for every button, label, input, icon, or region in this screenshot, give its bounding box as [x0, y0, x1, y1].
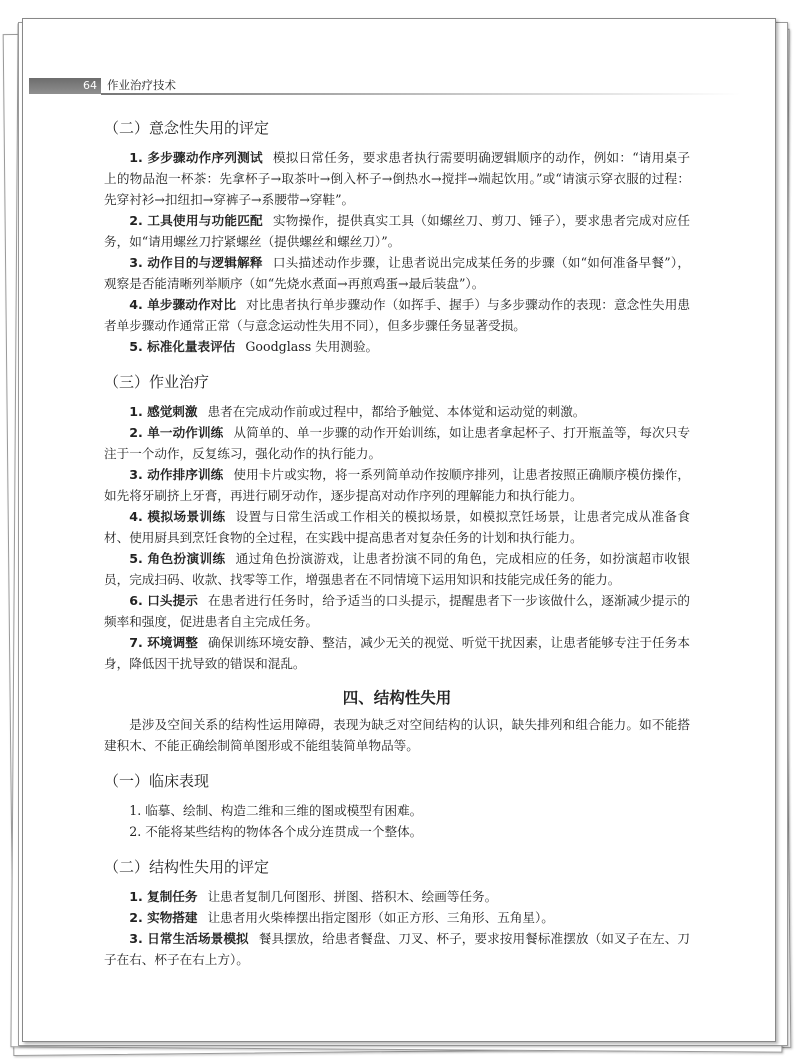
- item-text: 实物操作，提供真实工具（如螺丝刀、剪刀、锤子），要求患者完成对应任务，如“请用螺丝刀拧紧螺丝（提供螺丝和螺丝刀）”。: [104, 213, 691, 249]
- running-header: [29, 78, 749, 94]
- item-label: 2. 实物搭建: [129, 910, 198, 925]
- list-item: [104, 294, 690, 336]
- list-item: [104, 147, 690, 210]
- list-item: [104, 548, 690, 590]
- item-label: 1. 感觉刺激: [129, 404, 198, 419]
- item-label: 1. 多步骤动作序列测试: [129, 150, 263, 165]
- list-item: [104, 464, 690, 506]
- item-text: 模拟日常任务，要求患者执行需要明确逻辑顺序的动作，例如：“请用桌子上的物品泡一杯茶：先拿杯子→取茶叶→倒入杯子→倒热水→搅拌→端起饮用。”或“请演示穿衣服的过程：先穿衬衫→扣纽扣→穿裤子→系腰带→穿鞋”。: [104, 150, 690, 207]
- item-label: 1. 复制任务: [129, 889, 198, 904]
- item-text: 对比患者执行单步骤动作（如挥手、握手）与多步骤动作的表现：意念性失用患者单步骤动作通常正常（与意念运动性失用不同），但多步骤任务显著受损。: [104, 297, 690, 333]
- list-item: [104, 422, 690, 464]
- item-text: 在患者进行任务时，给予适当的口头提示，提醒患者下一步该做什么，逐渐减少提示的频率和强度，促进患者自主完成任务。: [104, 593, 691, 629]
- item-label: 2. 单一动作训练: [129, 425, 224, 440]
- item-text: 口头描述动作步骤，让患者说出完成某任务的步骤（如“如何准备早餐”），观察是否能清晰列举顺序（如“先烧水煮面→再煎鸡蛋→最后装盘”）。: [104, 255, 690, 291]
- list-item: [104, 886, 690, 907]
- item-label: 4. 单步骤动作对比: [129, 297, 237, 312]
- intro-paragraph: 是涉及空间关系的结构性运用障碍，表现为缺乏对空间结构的认识，缺失排列和组合能力。如不能搭建积木、不能正确绘制简单图形或不能组装简单物品等。: [104, 717, 690, 753]
- item-label: 2. 工具使用与功能匹配: [129, 213, 263, 228]
- item-text: 确保训练环境安静、整洁，减少无关的视觉、听觉干扰因素，让患者能够专注于任务本身，降低因干扰导致的错误和混乱。: [104, 635, 691, 671]
- book-page: [22, 18, 776, 1042]
- item-text: 患者在完成动作前或过程中，都给予触觉、本体觉和运动觉的刺激。: [207, 404, 586, 419]
- section-heading: （一）临床表现: [104, 772, 210, 790]
- list-item: [104, 506, 690, 548]
- item-label: 3. 动作排序训练: [129, 467, 224, 482]
- book-title: 作业治疗技术: [107, 78, 176, 92]
- item-text: 设置与日常生活或工作相关的模拟场景，如模拟烹饪场景，让患者完成从准备食材、使用厨具到烹饪食物的全过程，在实践中提高患者对复杂任务的计划和执行能力。: [104, 509, 691, 545]
- section-heading: （二）结构性失用的评定: [104, 858, 270, 876]
- list-item: [104, 210, 690, 252]
- item-label: 6. 口头提示: [129, 593, 198, 608]
- list-item: [104, 252, 690, 294]
- item-text: Goodglass 失用测验。: [245, 339, 379, 354]
- page-body: [104, 117, 690, 970]
- item-label: 5. 标准化量表评估: [129, 339, 236, 354]
- list-item: 2. 不能将某些结构的物体各个成分连贯成一个整体。: [129, 824, 423, 839]
- item-text: 让患者用火柴棒摆出指定图形（如正方形、三角形、五角星）。: [207, 910, 554, 925]
- item-text: 从简单的、单一步骤的动作开始训练，如让患者拿起杯子、打开瓶盖等，每次只专注于一个动作，反复练习，强化动作的执行能力。: [104, 425, 690, 461]
- chapter-section-title: 四、结构性失用: [342, 689, 452, 707]
- item-label: 5. 角色扮演训练: [129, 551, 226, 566]
- page-number: 64: [29, 78, 101, 94]
- list-item: [104, 336, 690, 357]
- section-heading: （二）意念性失用的评定: [104, 119, 270, 137]
- list-item: [104, 401, 690, 422]
- item-text: 让患者复制几何图形、拼图、搭积木、绘画等任务。: [207, 889, 498, 904]
- list-item: [104, 590, 690, 632]
- item-label: 3. 动作目的与逻辑解释: [129, 255, 263, 270]
- section-heading: （三）作业治疗: [104, 373, 210, 391]
- list-item: [104, 907, 690, 928]
- list-item: [104, 928, 690, 970]
- item-label: 4. 模拟场景训练: [129, 509, 226, 524]
- item-text: 通过角色扮演游戏，让患者扮演不同的角色，完成相应的任务，如扮演超市收银员，完成扫码、收款、找零等工作，增强患者在不同情境下运用知识和技能完成任务的能力。: [104, 551, 691, 587]
- item-label: 7. 环境调整: [129, 635, 198, 650]
- header-rule: [101, 93, 741, 95]
- list-item: [104, 632, 690, 674]
- item-label: 3. 日常生活场景模拟: [129, 931, 249, 946]
- item-text: 餐具摆放，给患者餐盘、刀叉、杯子，要求按用餐标准摆放（如叉子在左、刀子在右、杯子在右上方）。: [104, 931, 691, 967]
- item-text: 使用卡片或实物，将一系列简单动作按顺序排列，让患者按照正确顺序模仿操作，如先将牙刷挤上牙膏，再进行刷牙动作，逐步提高对动作序列的理解能力和执行能力。: [104, 467, 690, 503]
- list-item: 1. 临摹、绘制、构造二维和三维的图或模型有困难。: [129, 803, 423, 818]
